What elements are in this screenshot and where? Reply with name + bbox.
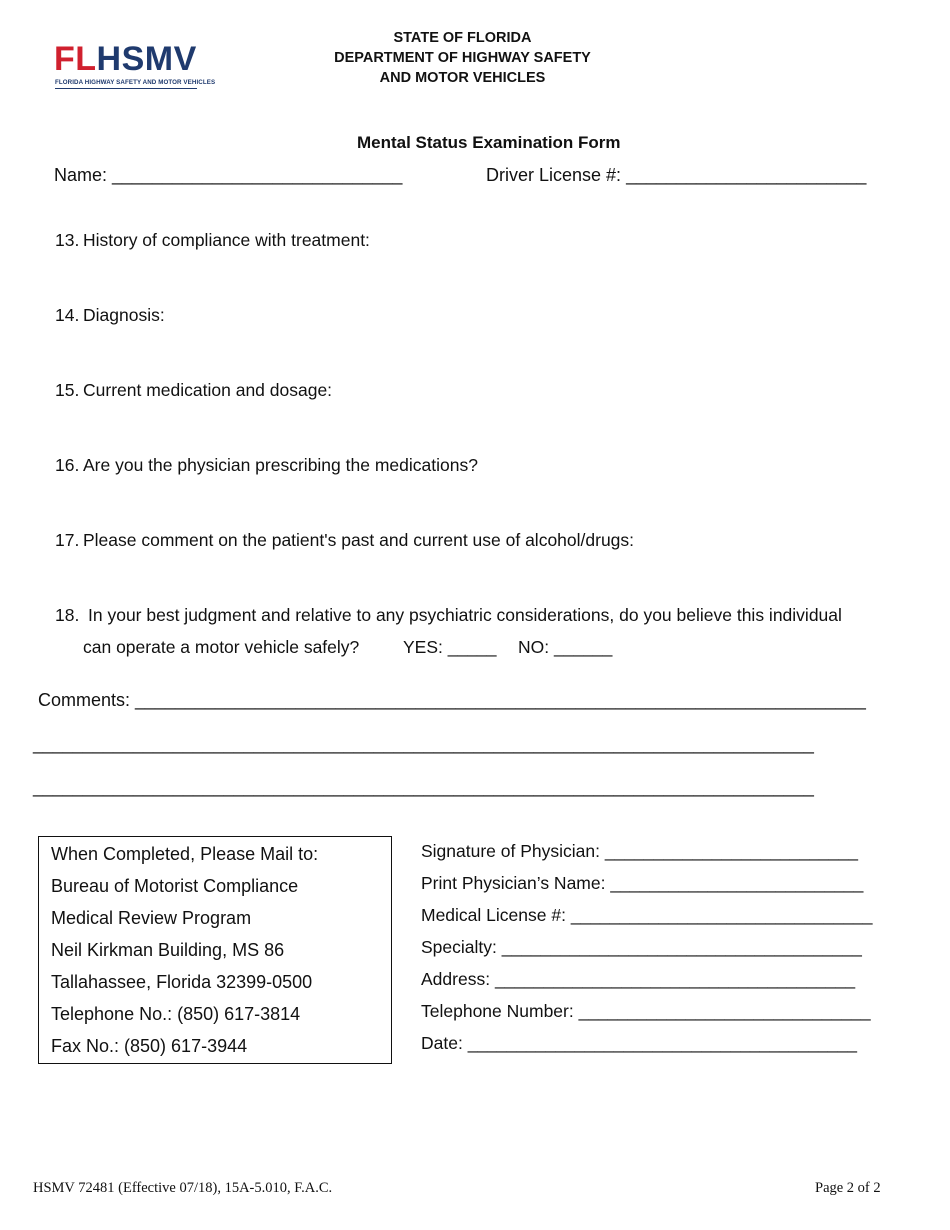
question-16-text: Are you the physician prescribing the medications? <box>83 455 478 475</box>
physician-name-blank[interactable]: __________________________ <box>610 873 864 893</box>
name-field[interactable] <box>54 165 402 186</box>
question-13-text: History of compliance with treatment: <box>83 230 370 250</box>
physician-signature-label: Signature of Physician: <box>421 841 600 861</box>
license-blank[interactable]: ________________________ <box>626 165 867 185</box>
flhsmv-logo <box>54 40 216 94</box>
mail-fax: Fax No.: (850) 617-3944 <box>51 1036 248 1056</box>
question-14-number: 14. <box>55 305 80 325</box>
yes-blank[interactable]: _____ <box>447 637 497 657</box>
form-title: Mental Status Examination Form <box>357 133 621 152</box>
mail-city: Tallahassee, Florida 32399-0500 <box>51 972 313 992</box>
question-15-text: Current medication and dosage: <box>83 380 333 400</box>
logo-tagline: FLORIDA HIGHWAY SAFETY AND MOTOR VEHICLES <box>55 79 216 86</box>
mail-bureau: Bureau of Motorist Compliance <box>51 876 299 896</box>
address-blank[interactable]: _____________________________________ <box>494 969 856 989</box>
mail-program: Medical Review Program <box>51 908 252 928</box>
comments-blank-3[interactable]: ______________________________________________________________________________ <box>33 777 814 797</box>
license-label: Driver License #: <box>486 165 622 185</box>
question-17-text: Please comment on the patient's past and current use of alcohol/drugs: <box>83 530 635 550</box>
mail-to-box <box>38 836 392 1064</box>
no-label: NO: <box>518 637 550 657</box>
physician-name-label: Print Physician’s Name: <box>421 873 606 893</box>
question-18-number: 18. <box>55 605 80 625</box>
address-label: Address: <box>421 969 491 989</box>
question-16-number: 16. <box>55 455 80 475</box>
footer-page-number: Page 2 of 2 <box>815 1180 881 1196</box>
mail-building: Neil Kirkman Building, MS 86 <box>51 940 285 960</box>
specialty-field[interactable] <box>421 937 862 958</box>
physician-signature-blank[interactable]: __________________________ <box>604 841 858 861</box>
specialty-label: Specialty: <box>421 937 497 957</box>
telephone-number-field[interactable] <box>421 1001 871 1022</box>
specialty-blank[interactable]: _____________________________________ <box>501 937 862 957</box>
header-state: STATE OF FLORIDA <box>393 30 532 46</box>
telephone-number-label: Telephone Number: <box>421 1001 574 1021</box>
header-department: DEPARTMENT OF HIGHWAY SAFETY <box>334 50 591 66</box>
footer-form-id: HSMV 72481 (Effective 07/18), 15A-5.010, F.A.C. <box>33 1180 333 1196</box>
license-field[interactable] <box>486 165 866 186</box>
yes-label: YES: <box>403 637 443 657</box>
mail-to-heading: When Completed, Please Mail to: <box>51 844 319 864</box>
medical-license-label: Medical License #: <box>421 905 566 925</box>
question-15-number: 15. <box>55 380 80 400</box>
mail-telephone: Telephone No.: (850) 617-3814 <box>51 1004 301 1024</box>
logo-wordmark: FLHSMV <box>54 40 197 78</box>
medical-license-field[interactable] <box>421 905 873 926</box>
logo-rule <box>55 88 197 89</box>
name-blank[interactable]: _____________________________ <box>112 165 403 185</box>
question-18-line1: In your best judgment and relative to any psychiatric considerations, do you believe this individual <box>88 605 842 625</box>
comments-label: Comments: <box>38 690 131 710</box>
yes-field[interactable] <box>403 637 496 658</box>
physician-name-field[interactable] <box>421 873 863 894</box>
question-13-number: 13. <box>55 230 80 250</box>
name-label: Name: <box>54 165 108 185</box>
telephone-number-blank[interactable]: ______________________________ <box>578 1001 871 1021</box>
no-field[interactable] <box>518 637 612 658</box>
comments-field[interactable] <box>38 690 866 711</box>
no-blank[interactable]: ______ <box>554 637 613 657</box>
physician-signature-field[interactable] <box>421 841 858 862</box>
question-17-number: 17. <box>55 530 80 550</box>
date-blank[interactable]: ________________________________________ <box>467 1033 858 1053</box>
comments-blank-1[interactable]: _________________________________________________________________________ <box>135 690 866 710</box>
medical-license-blank[interactable]: _______________________________ <box>570 905 873 925</box>
address-field[interactable] <box>421 969 855 990</box>
question-14-text: Diagnosis: <box>83 305 165 325</box>
question-18-line2: can operate a motor vehicle safely? <box>83 637 360 657</box>
date-label: Date: <box>421 1033 463 1053</box>
comments-blank-2[interactable]: ______________________________________________________________________________ <box>33 734 814 754</box>
date-field[interactable] <box>421 1033 857 1054</box>
header-motor-vehicles: AND MOTOR VEHICLES <box>379 70 546 86</box>
